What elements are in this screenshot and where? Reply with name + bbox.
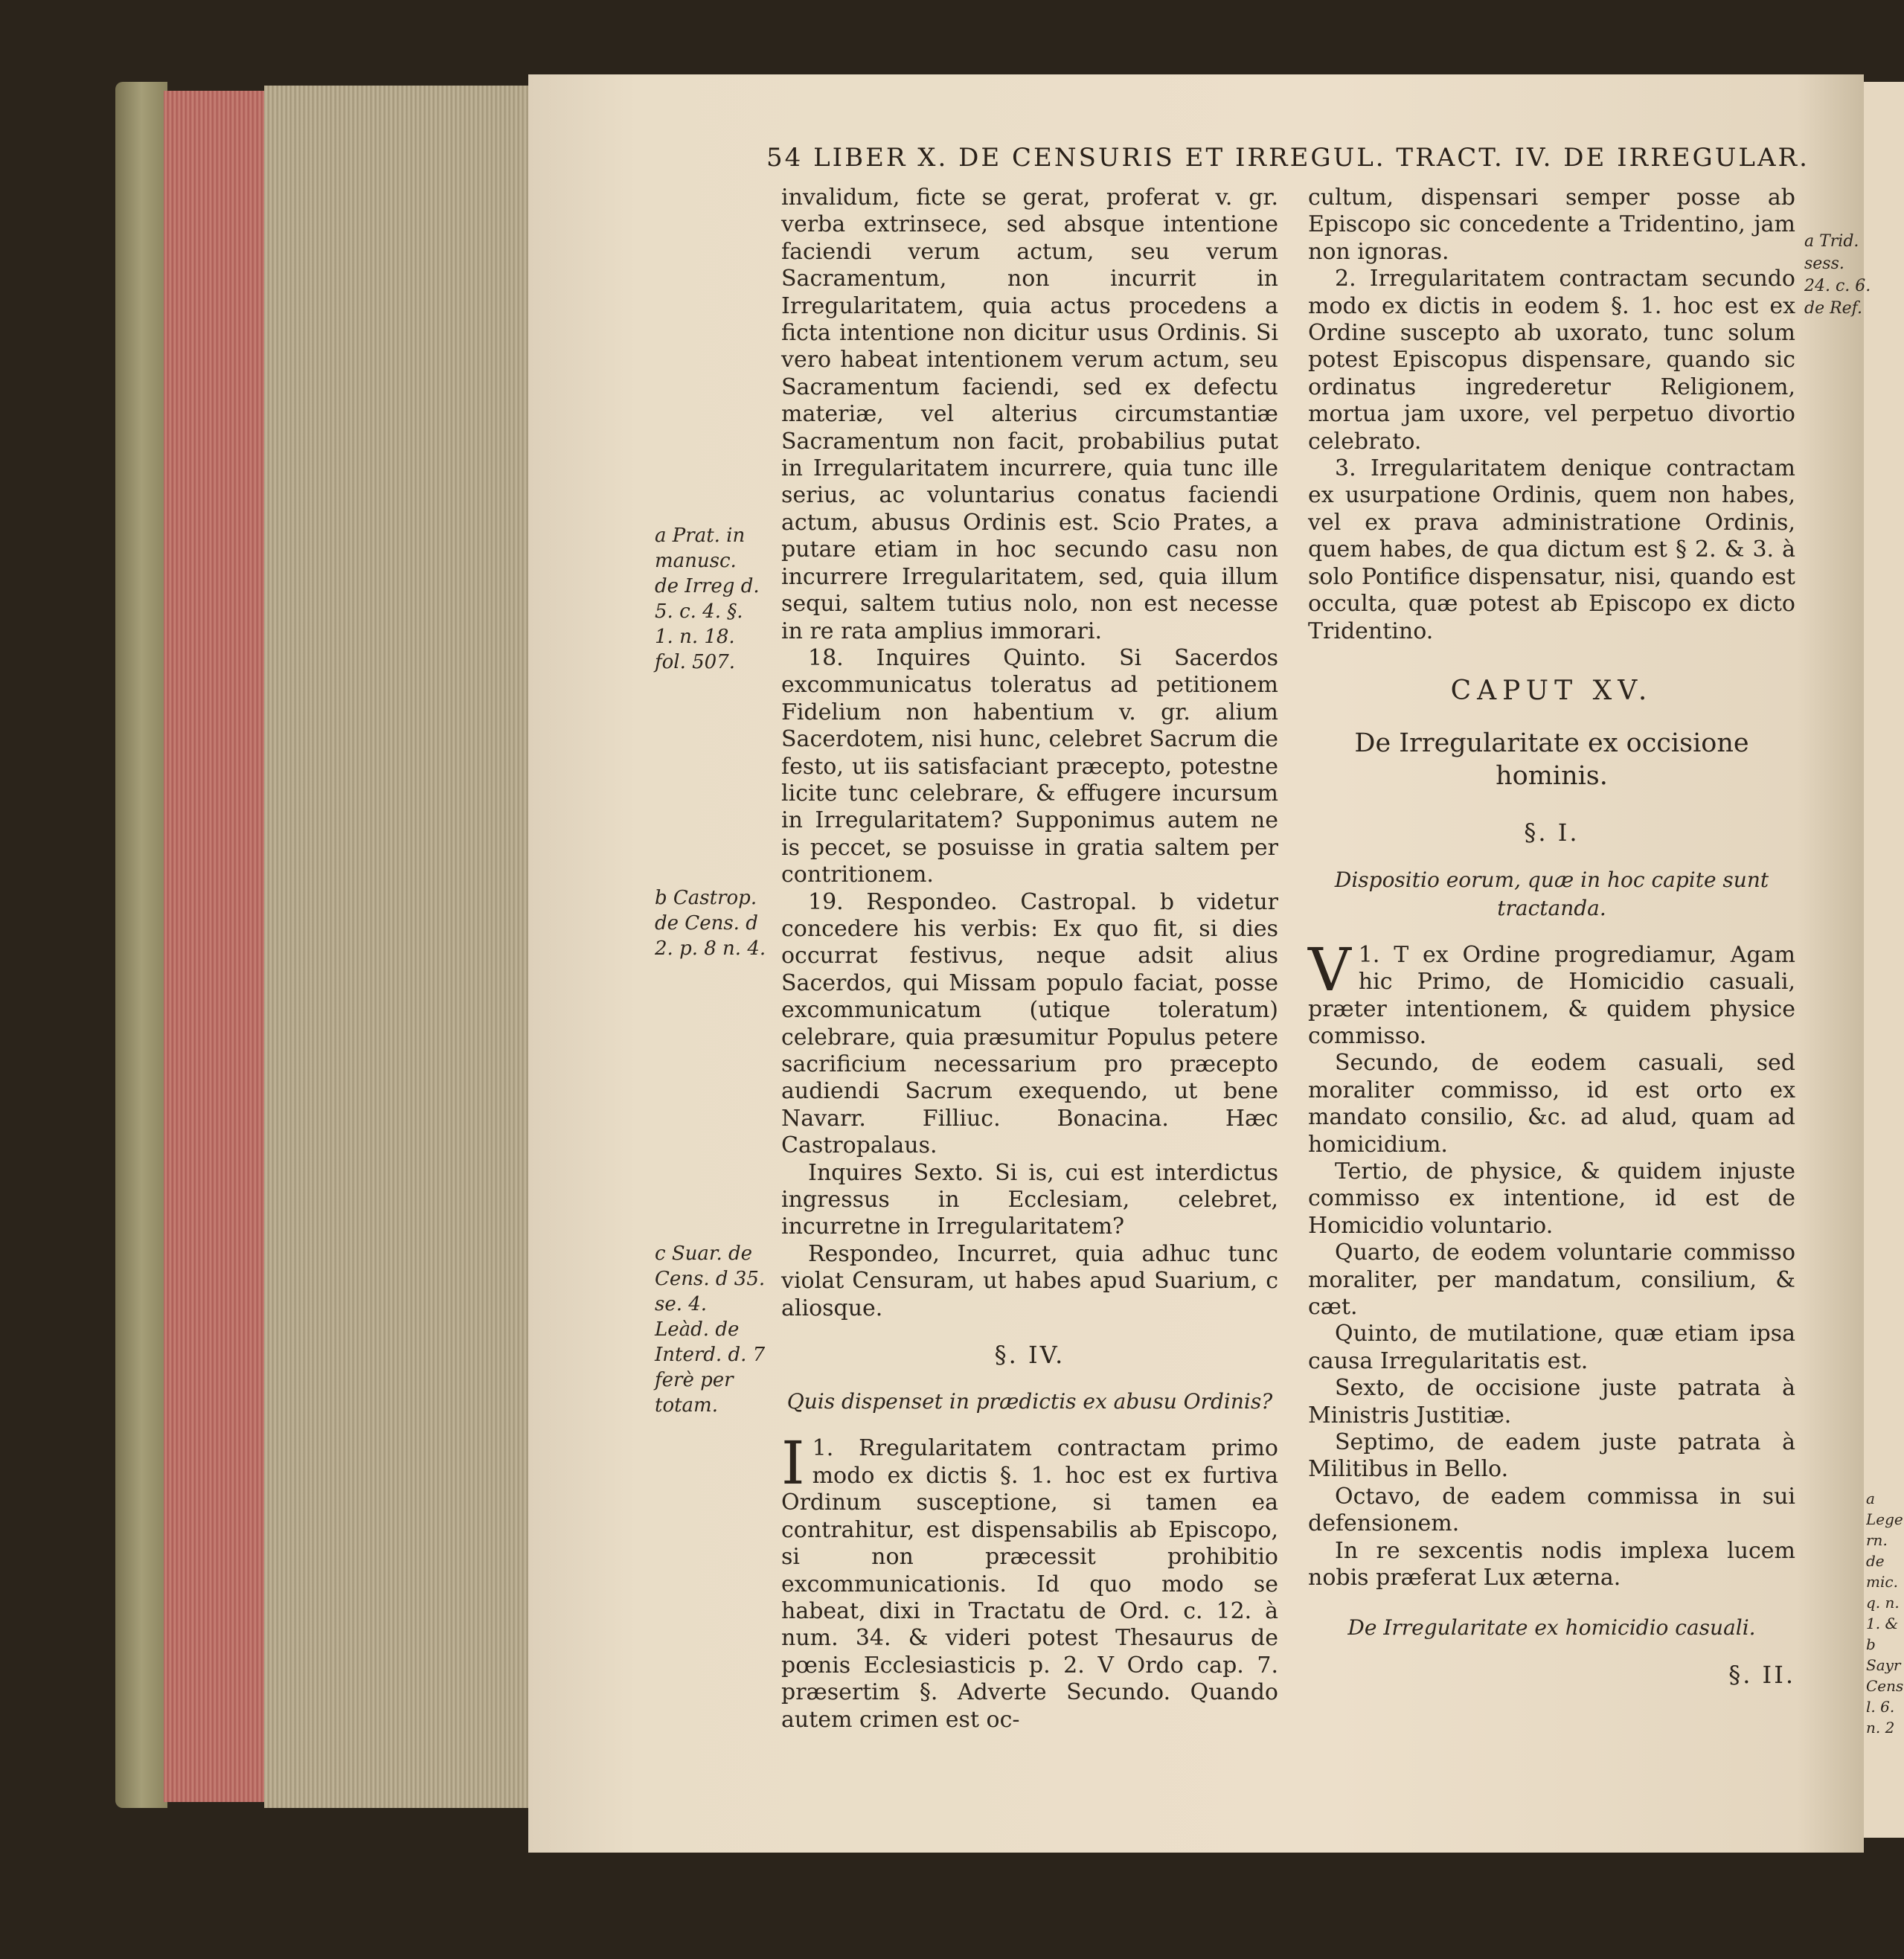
paragraph: Inquires Sexto. Si is, cui est interdictus ingressus in Ecclesiam, celebret, incurretne in Irregularitatem? (781, 1159, 1278, 1240)
section-heading: §. II. (1728, 1661, 1795, 1690)
section-heading: §. IV. (994, 1341, 1065, 1370)
paragraph: invalidum, ficte se gerat, proferat v. gr. verba extrinsece, sed absque intentione faciendi verum actum, seu verum Sacramentum, non incurrit in Irregularitatem, quia actus procedens a ficta intentione non dicitur usus Ordinis. Si vero habeat intentionem verum actum, seu Sacramentum faciendi, sed ex defectu materiæ, vel alterius circumstantiæ Sacramentum non facit, probabilius putat in Irregularitatem incurrere, quia tunc ille serius, ac voluntarius conatus faciendi actum, abusus Ordinis est. Scio Prates, a putare etiam in hoc secundo casu non incurrere Irregularitatem, sed, quia illum sequi, saltem tutius nolo, non est necesse in re rata amplius immorari. (781, 185, 1278, 644)
section-title: Quis dispenset in prædictis ex abusu Ordinis? (786, 1389, 1273, 1414)
paragraph: Respondeo, Incurret, quia adhuc tunc violat Censuram, ut habes apud Suarium, c aliosque. (781, 1240, 1278, 1321)
list-item: Quinto, de mutilatione, quæ etiam ipsa causa Irregularitatis est. (1308, 1321, 1795, 1374)
list-item: Quarto, de eodem voluntarie commisso moraliter, per mandatum, consilium, & cæt. (1308, 1240, 1795, 1320)
paragraph-number: 1. (812, 1435, 834, 1462)
margin-note-a: a Prat. in manusc. de Irreg d. 5. c. 4. §. 1. n. 18. fol. 507. (655, 525, 760, 673)
paragraph (1308, 934, 1795, 1051)
paragraph-text: Rregularitatem contractam primo modo ex dictis §. 1. hoc est ex furtiva Ordinum susceptione, si tamen ea contrahitur, est dispensabilis ab Episcopo, si non præcessit prohibitio excommunicationis. Id quo modo se habeat, dixi in Tractatu de Ord. c. 12. à num. 34. & videri potest Thesaurus de pœnis Ecclesiasticis p. 2. V Ordo cap. 7. præsertim §. Adverte Secundo. Quando autem crimen est oc- (781, 1435, 1278, 1733)
running-header: 54 LIBER X. DE CENSURIS ET IRREGUL. TRACT. IV. DE IRREGULAR. (766, 143, 1810, 173)
paragraph: 19. Respondeo. Castropal. b videtur concedere his verbis: Ex quo fit, si dies occurrat festivus, neque adsit alius Sacerdos, qui Missam populo faciat, posse excommunicatum (utique toleratum) celebrare, quia præsumitur Populus petere sacrificium necessarium pro præcepto audiendi Sacrum exequendo, ut bene Navarr. Filliuc. Bonacina. Hæc Castropalaus. (781, 888, 1278, 1159)
paragraph (781, 1429, 1278, 1733)
paragraph: 2. Irregularitatem contractam secundo modo ex dictis in eodem §. 1. hoc est ex Ordine suscepto ab uxorato, tunc solum potest Episcopus dispensare, quando sic ordinatus ingrederetur Religionem, mortua jam uxore, vel perpetuo divortio celebrato. (1308, 266, 1795, 455)
list-item: In re sexcentis nodis implexa lucem nobis præferat Lux æterna. (1308, 1537, 1795, 1591)
section-title: De Irregularitate ex homicidio casuali. (1347, 1615, 1756, 1641)
paragraph-number: 1. (1358, 941, 1380, 968)
list-item: Sexto, de occisione juste patrata à Ministris Justitiæ. (1308, 1375, 1795, 1429)
chapter-title: De Irregularitate ex occisione hominis. (1354, 728, 1749, 792)
margin-note-right-a: a Trid. sess. 24. c. 6. de Ref. (1804, 232, 1871, 318)
book-cover (115, 82, 167, 1808)
text-column-left (781, 185, 1278, 1734)
drop-cap: V (1308, 934, 1351, 1004)
chapter-heading: CAPUT XV. (1450, 675, 1653, 706)
margin-note-c: c Suar. de Cens. d 35. se. 4. Leàd. de Interd. d. 7 ferè per totam. (655, 1243, 766, 1417)
list-item: Secundo, de eodem casuali, sed moraliter commisso, id est orto ex mandato consilio, &c. ad alud, quam ad homicidium. (1308, 1050, 1795, 1158)
list-item: Octavo, de eadem commissa in sui defensionem. (1308, 1483, 1795, 1537)
paragraph: 18. Inquires Quinto. Si Sacerdos excommunicatus toleratus ad petitionem Fidelium non habentium v. gr. alium Sacerdotem, nisi hunc, celebret Sacrum die festo, ut iis satisfaciant præcepto, potestne licite tunc celebrare, & effugere incursum in Irregularitatem? Supponimus autem ne is peccet, se posuisse in gratia saltem per contritionem. (781, 644, 1278, 888)
section-title: Dispositio eorum, quæ in hoc capite sunt tractanda. (1334, 867, 1769, 920)
list-item: Tertio, de physice, & quidem injuste commisso ex intentione, id est de Homicidio voluntario. (1308, 1158, 1795, 1239)
drop-cap: I (781, 1429, 805, 1498)
margin-note-b: b Castrop. de Cens. d 2. p. 8 n. 4. (655, 887, 766, 960)
list-item: Septimo, de eadem juste patrata à Militibus in Bello. (1308, 1429, 1795, 1483)
margin-note-right-b: a Lege rn. de mic. q. n. 1. & b Sayr Cens l. 6. n. 2 (1866, 1490, 1903, 1737)
paragraph: cultum, dispensari semper posse ab Episcopo sic concedente a Tridentino, jam non ignoras. (1308, 185, 1795, 265)
page-block-edge (264, 86, 532, 1808)
text-column-right (1308, 185, 1795, 1708)
page-edge-red (164, 91, 264, 1802)
paragraph: 3. Irregularitatem denique contractam ex usurpatione Ordinis, quem non habes, vel ex prava administratione Ordinis, quem habes, de qua dictum est § 2. & 3. à solo Pontifice dispensatur, nisi, quando est occulta, quæ potest ab Episcopo ex dicto Tridentino. (1308, 455, 1795, 644)
section-heading: §. I. (1524, 818, 1580, 847)
paragraph-text: T ex Ordine progrediamur, Agam hic Primo, de Homicidio casuali, præter intentionem, & quidem physice commisso. (1308, 941, 1795, 1049)
